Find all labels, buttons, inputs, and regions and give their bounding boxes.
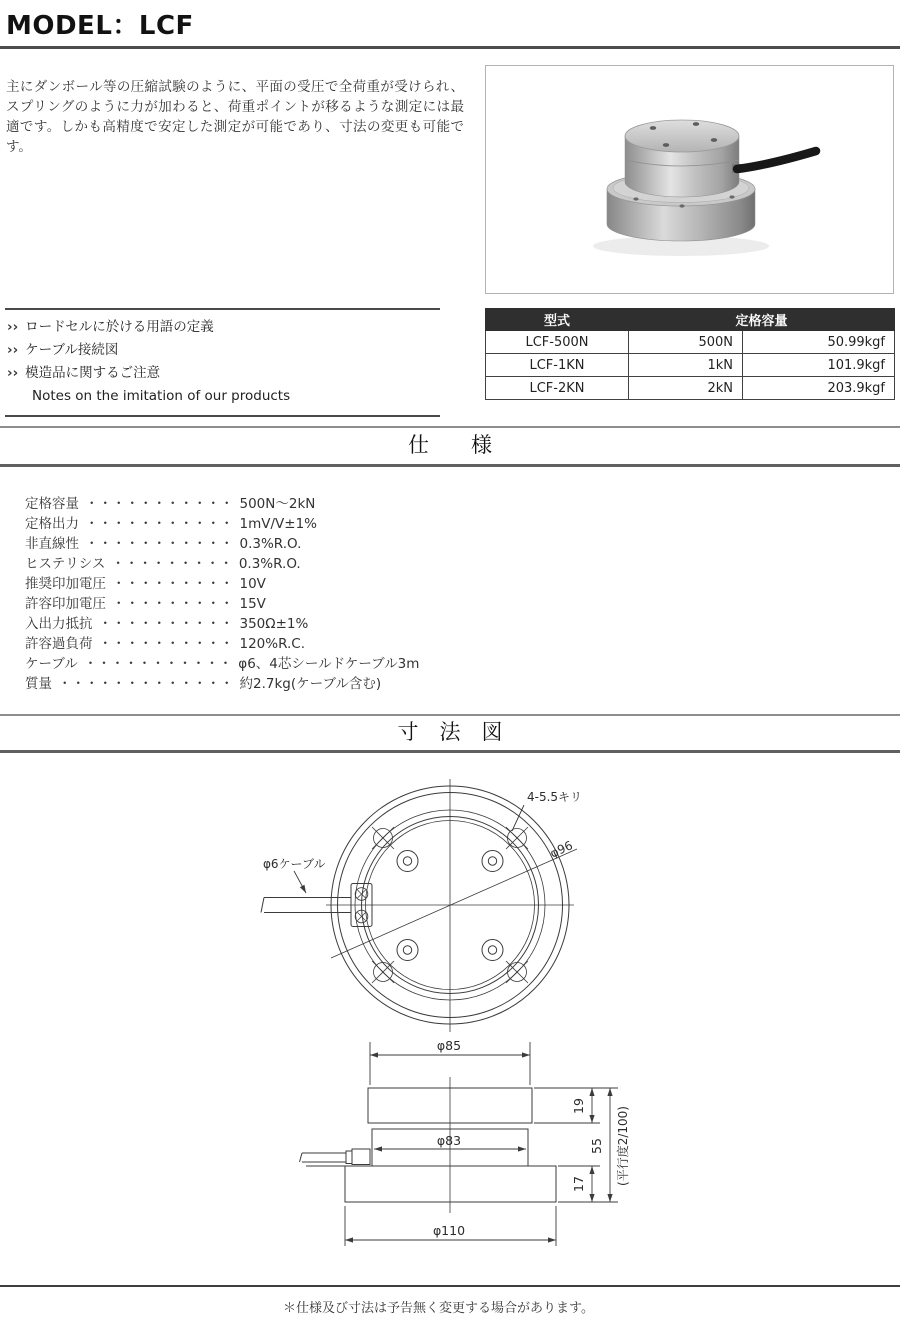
link-chevron-icon: ››	[7, 319, 19, 335]
spec-label: 非直線性	[25, 536, 79, 552]
capacity-kgf-cell: 101.9kgf	[743, 354, 895, 377]
title-rule	[0, 46, 900, 49]
spec-row	[25, 514, 419, 534]
dimension-section-title: 寸 法 図	[0, 714, 900, 753]
spec-row	[25, 494, 419, 514]
spec-label: 定格容量	[25, 496, 79, 512]
spec-value: 1mV/V±1%	[239, 516, 317, 532]
model-cell: LCF-1KN	[486, 354, 629, 377]
spec-label: 入出力抵抗	[25, 616, 93, 632]
link-chevron-icon: ››	[7, 342, 19, 358]
cable-dia-label: φ6ケーブル	[263, 857, 326, 871]
dimension-lines	[345, 1042, 618, 1246]
spec-list	[25, 494, 419, 694]
footer-note: ＊仕様及び寸法は予告無く変更する場合があります。	[283, 1301, 594, 1316]
leader-dots: ・・・・・・・・・・・・・	[58, 676, 234, 692]
link-cable-connection[interactable]	[7, 339, 438, 362]
spec-value: 0.3%R.O.	[239, 536, 302, 552]
spec-label: 推奨印加電圧	[25, 576, 106, 592]
table-row	[486, 331, 895, 354]
parallelism-note-label: (平行度2/100)	[616, 1106, 630, 1186]
spec-label: 許容過負荷	[25, 636, 93, 652]
top-height-label: 19	[571, 1098, 586, 1114]
leader-dots: ・・・・・・・・・・・	[83, 656, 233, 672]
capacity-table-header-row	[486, 309, 895, 331]
spec-value: 15V	[239, 596, 266, 612]
leader-dots: ・・・・・・・・・・	[98, 616, 234, 632]
dimension-drawing-svg	[0, 765, 900, 1270]
spec-row	[25, 534, 419, 554]
capacity-kgf-cell: 203.9kgf	[743, 377, 895, 400]
footer-rule	[0, 1285, 900, 1287]
top-dia-label: φ85	[436, 1038, 462, 1053]
link-terms-definition[interactable]	[7, 316, 438, 339]
spec-label: 定格出力	[25, 516, 79, 532]
product-photo	[485, 65, 894, 294]
spec-section-title: 仕 様	[0, 426, 900, 467]
spec-value: 0.3%R.O.	[238, 556, 301, 572]
spec-value: φ6、4芯シールドケーブル3m	[238, 656, 420, 672]
intro-paragraph: 主にダンボール等の圧縮試験のように、平面の受圧で全荷重が受けられ、スプリングのように力が加わると、荷重ポイントが移るような測定には最適です。しかも高精度で安定した測定が可能であり、寸法の変更も可能です。	[6, 79, 464, 155]
capacity-si-cell: 500N	[629, 331, 743, 354]
leader-dots: ・・・・・・・・・	[111, 556, 233, 572]
capacity-table	[485, 308, 895, 400]
spec-row	[25, 614, 419, 634]
link-label: 模造品に関するご注意	[25, 365, 161, 381]
spec-row	[25, 634, 419, 654]
leader-dots: ・・・・・・・・・・	[98, 636, 234, 652]
link-imitation-notice[interactable]	[7, 362, 438, 385]
mid-dia-label: φ83	[436, 1133, 462, 1148]
pitch-circle-dia-label: φ96	[547, 838, 575, 861]
capacity-si-cell: 1kN	[629, 354, 743, 377]
spec-row	[25, 674, 419, 694]
top-view-drawing	[261, 779, 577, 1032]
link-label: ケーブル接続図	[25, 342, 119, 358]
spec-row	[25, 654, 419, 674]
leader-dots: ・・・・・・・・・・・	[85, 536, 234, 552]
base-height-label: 17	[571, 1176, 586, 1192]
spec-label: 許容印加電圧	[25, 596, 106, 612]
spec-value: 10V	[239, 576, 266, 592]
table-row	[486, 377, 895, 400]
load-cell-photo-graphic	[486, 66, 893, 293]
leader-dots: ・・・・・・・・・	[112, 576, 234, 592]
leader-dots: ・・・・・・・・・	[112, 596, 234, 612]
spec-label: 質量	[25, 676, 52, 692]
capacity-si-cell: 2kN	[629, 377, 743, 400]
link-label: ロードセルに於ける用語の定義	[25, 319, 214, 335]
spec-label: ヒステリシス	[25, 556, 106, 572]
spec-value: 350Ω±1%	[239, 616, 309, 632]
table-row	[486, 354, 895, 377]
leader-dots: ・・・・・・・・・・・	[85, 496, 234, 512]
leader-dots: ・・・・・・・・・・・	[85, 516, 234, 532]
spec-value: 120%R.C.	[239, 636, 306, 652]
link-imitation-notice-en[interactable]: Notes on the imitation of our products	[32, 388, 291, 404]
model-cell: LCF-500N	[486, 331, 629, 354]
page-title: MODEL：LCF	[6, 11, 194, 41]
capacity-kgf-cell: 50.99kgf	[743, 331, 895, 354]
spec-label: ケーブル	[25, 656, 78, 672]
spec-value: 約2.7kg(ケーブル含む)	[239, 676, 382, 692]
drill-note-label: 4-5.5キリ	[527, 790, 583, 804]
spec-row	[25, 574, 419, 594]
dimension-drawing	[0, 765, 900, 1270]
total-height-label: 55	[589, 1138, 604, 1154]
model-cell: LCF-2KN	[486, 377, 629, 400]
model-column-header: 型式	[486, 309, 629, 331]
spec-row	[25, 594, 419, 614]
cable-gland-side	[300, 1149, 371, 1165]
capacity-column-header: 定格容量	[629, 309, 895, 331]
link-chevron-icon: ››	[7, 365, 19, 381]
base-dia-label: φ110	[432, 1223, 466, 1238]
cable	[737, 151, 816, 169]
spec-row	[25, 554, 419, 574]
spec-value: 500N～2kN	[239, 496, 316, 512]
related-links	[5, 308, 440, 417]
